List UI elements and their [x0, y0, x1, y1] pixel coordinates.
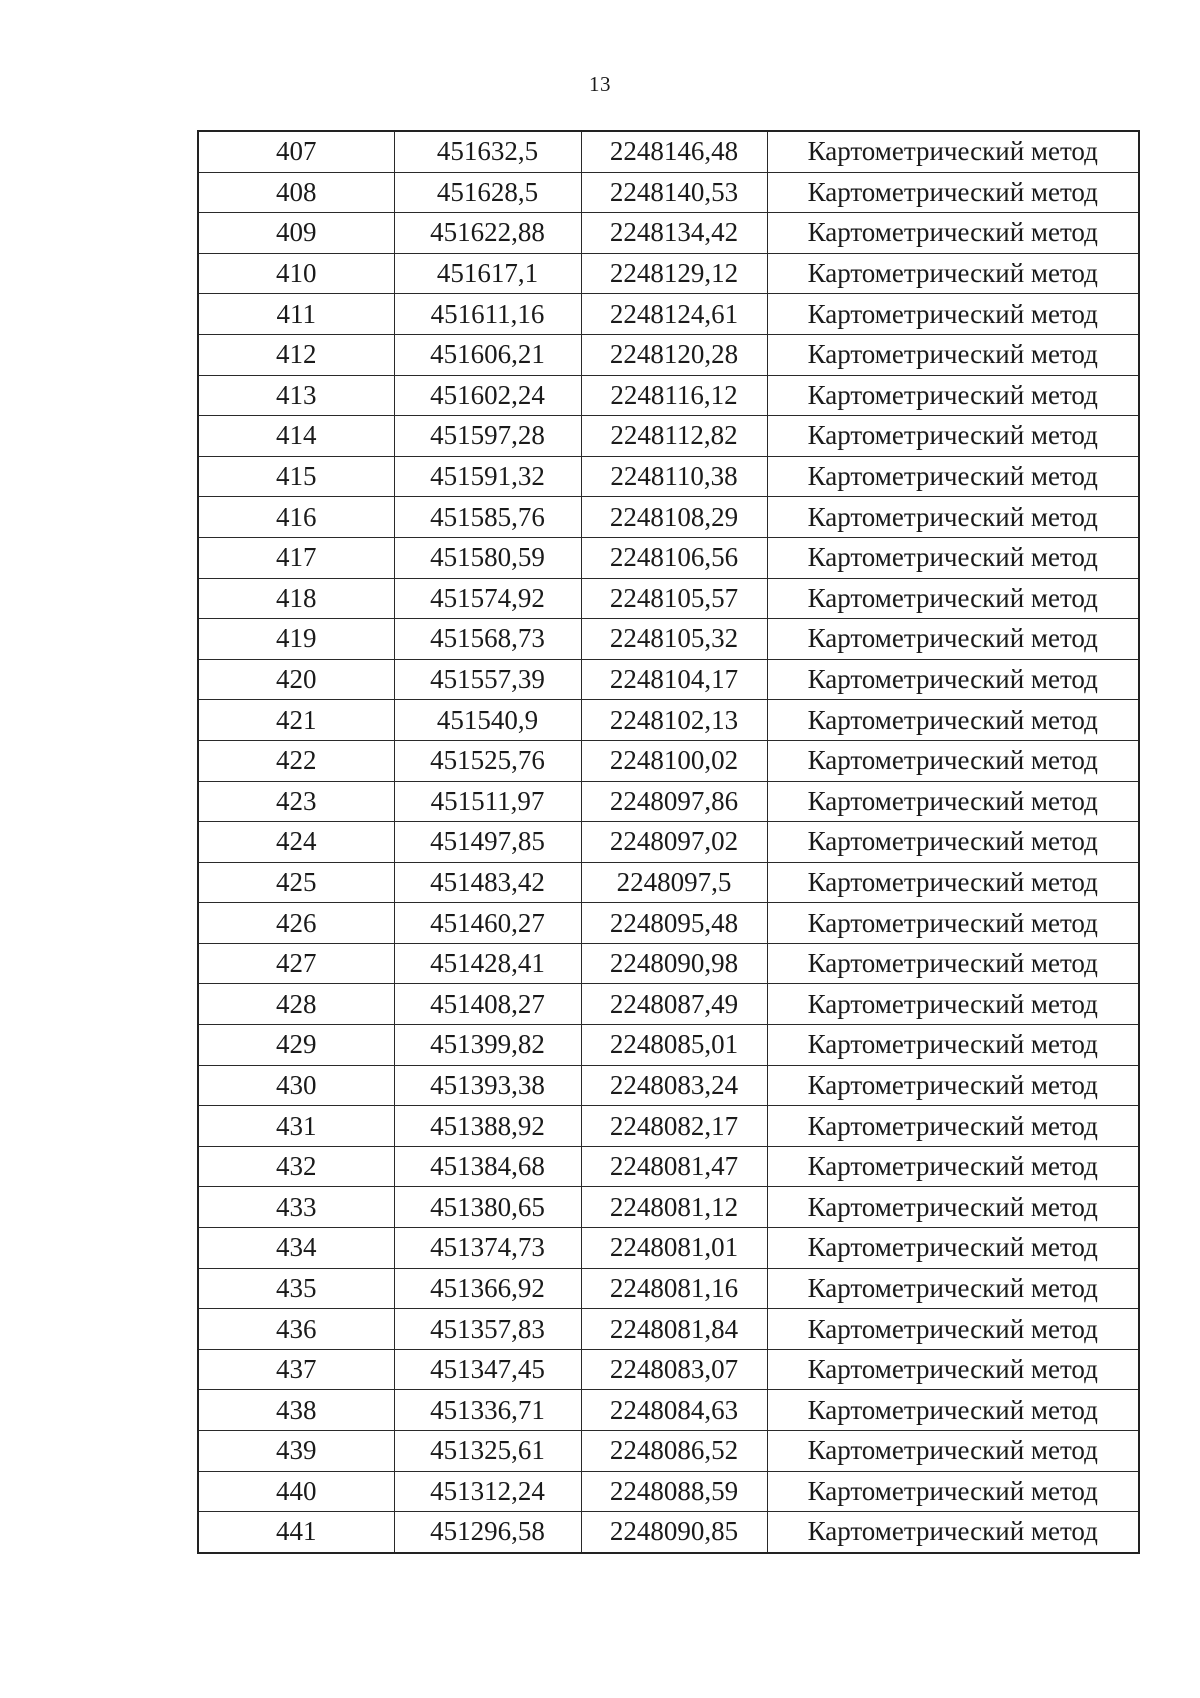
method-cell: Картометрический метод: [767, 1146, 1139, 1187]
table-row: [198, 537, 1139, 578]
point-number-cell: 419: [198, 619, 394, 660]
method-cell: Картометрический метод: [767, 943, 1139, 984]
method-cell: Картометрический метод: [767, 294, 1139, 335]
table-row: [198, 1106, 1139, 1147]
x-coordinate-cell: 451408,27: [394, 984, 581, 1025]
point-number-cell: 440: [198, 1471, 394, 1512]
x-coordinate-cell: 451540,9: [394, 700, 581, 741]
y-coordinate-cell: 2248124,61: [581, 294, 767, 335]
table-row: [198, 822, 1139, 863]
method-cell: Картометрический метод: [767, 1349, 1139, 1390]
point-number-cell: 409: [198, 213, 394, 254]
point-number-cell: 439: [198, 1431, 394, 1472]
method-cell: Картометрический метод: [767, 1187, 1139, 1228]
method-cell: Картометрический метод: [767, 131, 1139, 172]
y-coordinate-cell: 2248083,07: [581, 1349, 767, 1390]
method-cell: Картометрический метод: [767, 172, 1139, 213]
y-coordinate-cell: 2248134,42: [581, 213, 767, 254]
page-number: 13: [589, 72, 611, 96]
coordinates-table-wrapper: [197, 130, 1138, 1554]
table-row: [198, 375, 1139, 416]
method-cell: Картометрический метод: [767, 1431, 1139, 1472]
table-row: [198, 253, 1139, 294]
y-coordinate-cell: 2248081,01: [581, 1228, 767, 1269]
y-coordinate-cell: 2248082,17: [581, 1106, 767, 1147]
point-number-cell: 433: [198, 1187, 394, 1228]
table-row: [198, 1349, 1139, 1390]
x-coordinate-cell: 451384,68: [394, 1146, 581, 1187]
y-coordinate-cell: 2248146,48: [581, 131, 767, 172]
y-coordinate-cell: 2248081,47: [581, 1146, 767, 1187]
point-number-cell: 426: [198, 903, 394, 944]
x-coordinate-cell: 451611,16: [394, 294, 581, 335]
point-number-cell: 407: [198, 131, 394, 172]
x-coordinate-cell: 451296,58: [394, 1512, 581, 1553]
method-cell: Картометрический метод: [767, 740, 1139, 781]
y-coordinate-cell: 2248116,12: [581, 375, 767, 416]
method-cell: Картометрический метод: [767, 456, 1139, 497]
point-number-cell: 411: [198, 294, 394, 335]
y-coordinate-cell: 2248087,49: [581, 984, 767, 1025]
y-coordinate-cell: 2248106,56: [581, 537, 767, 578]
table-row: [198, 1390, 1139, 1431]
x-coordinate-cell: 451622,88: [394, 213, 581, 254]
method-cell: Картометрический метод: [767, 1512, 1139, 1553]
table-row: [198, 1187, 1139, 1228]
x-coordinate-cell: 451336,71: [394, 1390, 581, 1431]
point-number-cell: 436: [198, 1309, 394, 1350]
method-cell: Картометрический метод: [767, 984, 1139, 1025]
y-coordinate-cell: 2248097,5: [581, 862, 767, 903]
point-number-cell: 408: [198, 172, 394, 213]
x-coordinate-cell: 451574,92: [394, 578, 581, 619]
method-cell: Картометрический метод: [767, 903, 1139, 944]
table-row: [198, 172, 1139, 213]
table-row: [198, 943, 1139, 984]
point-number-cell: 424: [198, 822, 394, 863]
x-coordinate-cell: 451357,83: [394, 1309, 581, 1350]
method-cell: Картометрический метод: [767, 578, 1139, 619]
point-number-cell: 432: [198, 1146, 394, 1187]
point-number-cell: 438: [198, 1390, 394, 1431]
x-coordinate-cell: 451380,65: [394, 1187, 581, 1228]
point-number-cell: 418: [198, 578, 394, 619]
method-cell: Картометрический метод: [767, 700, 1139, 741]
point-number-cell: 410: [198, 253, 394, 294]
method-cell: Картометрический метод: [767, 213, 1139, 254]
x-coordinate-cell: 451312,24: [394, 1471, 581, 1512]
x-coordinate-cell: 451393,38: [394, 1065, 581, 1106]
x-coordinate-cell: 451628,5: [394, 172, 581, 213]
point-number-cell: 420: [198, 659, 394, 700]
table-row: [198, 1431, 1139, 1472]
method-cell: Картометрический метод: [767, 1106, 1139, 1147]
table-row: [198, 1065, 1139, 1106]
point-number-cell: 429: [198, 1025, 394, 1066]
method-cell: Картометрический метод: [767, 1065, 1139, 1106]
table-row: [198, 903, 1139, 944]
x-coordinate-cell: 451347,45: [394, 1349, 581, 1390]
point-number-cell: 427: [198, 943, 394, 984]
method-cell: Картометрический метод: [767, 822, 1139, 863]
method-cell: Картометрический метод: [767, 497, 1139, 538]
method-cell: Картометрический метод: [767, 1268, 1139, 1309]
y-coordinate-cell: 2248081,12: [581, 1187, 767, 1228]
y-coordinate-cell: 2248084,63: [581, 1390, 767, 1431]
point-number-cell: 416: [198, 497, 394, 538]
table-row: [198, 619, 1139, 660]
y-coordinate-cell: 2248112,82: [581, 416, 767, 457]
table-row: [198, 1146, 1139, 1187]
x-coordinate-cell: 451597,28: [394, 416, 581, 457]
table-row: [198, 131, 1139, 172]
x-coordinate-cell: 451399,82: [394, 1025, 581, 1066]
y-coordinate-cell: 2248081,84: [581, 1309, 767, 1350]
y-coordinate-cell: 2248095,48: [581, 903, 767, 944]
table-row: [198, 781, 1139, 822]
coordinates-table: [197, 130, 1140, 1554]
y-coordinate-cell: 2248097,86: [581, 781, 767, 822]
method-cell: Картометрический метод: [767, 253, 1139, 294]
point-number-cell: 437: [198, 1349, 394, 1390]
point-number-cell: 431: [198, 1106, 394, 1147]
method-cell: Картометрический метод: [767, 416, 1139, 457]
y-coordinate-cell: 2248140,53: [581, 172, 767, 213]
table-row: [198, 213, 1139, 254]
point-number-cell: 422: [198, 740, 394, 781]
x-coordinate-cell: 451511,97: [394, 781, 581, 822]
point-number-cell: 417: [198, 537, 394, 578]
y-coordinate-cell: 2248100,02: [581, 740, 767, 781]
x-coordinate-cell: 451591,32: [394, 456, 581, 497]
y-coordinate-cell: 2248086,52: [581, 1431, 767, 1472]
y-coordinate-cell: 2248110,38: [581, 456, 767, 497]
table-body: [198, 131, 1139, 1553]
y-coordinate-cell: 2248105,57: [581, 578, 767, 619]
x-coordinate-cell: 451366,92: [394, 1268, 581, 1309]
x-coordinate-cell: 451606,21: [394, 334, 581, 375]
table-row: [198, 1025, 1139, 1066]
x-coordinate-cell: 451632,5: [394, 131, 581, 172]
y-coordinate-cell: 2248083,24: [581, 1065, 767, 1106]
table-row: [198, 984, 1139, 1025]
method-cell: Картометрический метод: [767, 1228, 1139, 1269]
method-cell: Картометрический метод: [767, 781, 1139, 822]
table-row: [198, 1471, 1139, 1512]
x-coordinate-cell: 451568,73: [394, 619, 581, 660]
table-row: [198, 1309, 1139, 1350]
point-number-cell: 414: [198, 416, 394, 457]
x-coordinate-cell: 451497,85: [394, 822, 581, 863]
point-number-cell: 421: [198, 700, 394, 741]
method-cell: Картометрический метод: [767, 1025, 1139, 1066]
method-cell: Картометрический метод: [767, 537, 1139, 578]
y-coordinate-cell: 2248108,29: [581, 497, 767, 538]
point-number-cell: 434: [198, 1228, 394, 1269]
method-cell: Картометрический метод: [767, 1471, 1139, 1512]
x-coordinate-cell: 451460,27: [394, 903, 581, 944]
point-number-cell: 423: [198, 781, 394, 822]
x-coordinate-cell: 451388,92: [394, 1106, 581, 1147]
x-coordinate-cell: 451525,76: [394, 740, 581, 781]
x-coordinate-cell: 451428,41: [394, 943, 581, 984]
table-row: [198, 578, 1139, 619]
method-cell: Картометрический метод: [767, 375, 1139, 416]
x-coordinate-cell: 451483,42: [394, 862, 581, 903]
table-row: [198, 740, 1139, 781]
table-row: [198, 334, 1139, 375]
table-row: [198, 1268, 1139, 1309]
y-coordinate-cell: 2248081,16: [581, 1268, 767, 1309]
y-coordinate-cell: 2248090,85: [581, 1512, 767, 1553]
y-coordinate-cell: 2248120,28: [581, 334, 767, 375]
method-cell: Картометрический метод: [767, 334, 1139, 375]
x-coordinate-cell: 451580,59: [394, 537, 581, 578]
table-row: [198, 497, 1139, 538]
y-coordinate-cell: 2248102,13: [581, 700, 767, 741]
method-cell: Картометрический метод: [767, 619, 1139, 660]
x-coordinate-cell: 451617,1: [394, 253, 581, 294]
point-number-cell: 430: [198, 1065, 394, 1106]
point-number-cell: 425: [198, 862, 394, 903]
method-cell: Картометрический метод: [767, 1390, 1139, 1431]
table-row: [198, 1228, 1139, 1269]
table-row: [198, 659, 1139, 700]
y-coordinate-cell: 2248105,32: [581, 619, 767, 660]
x-coordinate-cell: 451585,76: [394, 497, 581, 538]
method-cell: Картометрический метод: [767, 659, 1139, 700]
point-number-cell: 413: [198, 375, 394, 416]
y-coordinate-cell: 2248085,01: [581, 1025, 767, 1066]
y-coordinate-cell: 2248097,02: [581, 822, 767, 863]
y-coordinate-cell: 2248104,17: [581, 659, 767, 700]
table-row: [198, 416, 1139, 457]
table-row: [198, 294, 1139, 335]
table-row: [198, 456, 1139, 497]
point-number-cell: 441: [198, 1512, 394, 1553]
y-coordinate-cell: 2248129,12: [581, 253, 767, 294]
x-coordinate-cell: 451602,24: [394, 375, 581, 416]
table-row: [198, 1512, 1139, 1553]
point-number-cell: 428: [198, 984, 394, 1025]
point-number-cell: 412: [198, 334, 394, 375]
x-coordinate-cell: 451325,61: [394, 1431, 581, 1472]
x-coordinate-cell: 451374,73: [394, 1228, 581, 1269]
point-number-cell: 415: [198, 456, 394, 497]
method-cell: Картометрический метод: [767, 862, 1139, 903]
table-row: [198, 700, 1139, 741]
x-coordinate-cell: 451557,39: [394, 659, 581, 700]
table-row: [198, 862, 1139, 903]
y-coordinate-cell: 2248090,98: [581, 943, 767, 984]
method-cell: Картометрический метод: [767, 1309, 1139, 1350]
point-number-cell: 435: [198, 1268, 394, 1309]
y-coordinate-cell: 2248088,59: [581, 1471, 767, 1512]
